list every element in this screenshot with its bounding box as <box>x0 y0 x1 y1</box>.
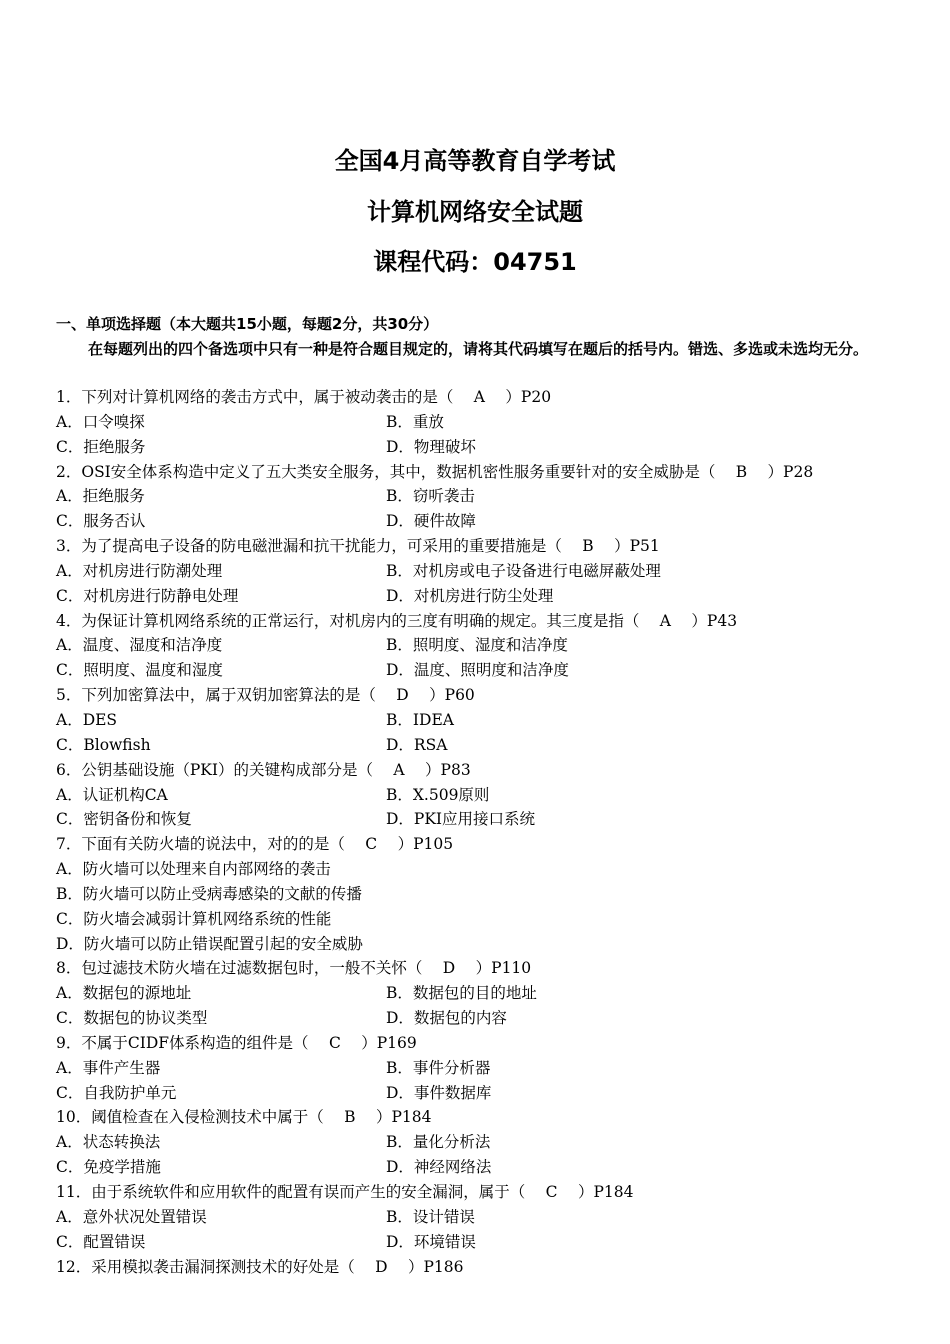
question-text: 11．由于系统软件和应用软件的配置有误而产生的安全漏洞，属于（ C ）P184 <box>56 1183 634 1201</box>
question-stem <box>56 460 916 485</box>
question-text: 4．为保证计算机网络系统的正常运行，对机房内的三度有明确的规定。其三度是指（ A ）P43 <box>56 611 738 630</box>
answer-option: A．认证机构CA <box>56 785 168 804</box>
option-row <box>56 733 916 758</box>
question-text: 5．下列加密算法中，属于双钥加密算法的是（ D ）P60 <box>56 686 475 705</box>
answer-option: C．免疫学措施 <box>56 1158 161 1177</box>
answer-option: B．对机房或电子设备进行电磁屏蔽处理 <box>386 561 661 580</box>
option-row <box>56 1081 916 1106</box>
answer-option: C．照明度、温度和湿度 <box>56 661 223 680</box>
answer-option: C．防火墙会减弱计算机网络系统的性能 <box>56 909 332 928</box>
option-row <box>56 857 916 882</box>
option-row <box>56 484 916 509</box>
answer-option: A．意外状况处置错误 <box>56 1207 207 1226</box>
question-stem <box>56 1180 916 1205</box>
question-stem <box>56 832 916 857</box>
answer-option: A．温度、湿度和洁净度 <box>56 636 223 655</box>
option-row <box>56 708 916 733</box>
answer-option: C．拒绝服务 <box>56 437 146 456</box>
option-row <box>56 907 916 932</box>
option-row <box>56 882 916 907</box>
answer-option: A．事件产生器 <box>56 1058 161 1077</box>
question-stem <box>56 683 916 708</box>
answer-option: B．窃听袭击 <box>386 487 475 506</box>
answer-option: A．数据包的源地址 <box>56 984 192 1003</box>
answer-option: D．硬件故障 <box>386 512 476 531</box>
question-stem <box>56 1255 916 1280</box>
course-code-title: 课程代码：04751 <box>373 248 577 276</box>
answer-option: B．数据包的目的地址 <box>386 984 537 1003</box>
question-stem <box>56 956 916 981</box>
answer-option: A．状态转换法 <box>56 1133 161 1152</box>
answer-option: C．服务否认 <box>56 512 146 531</box>
exam-title: 全国4月高等教育自学考试 <box>334 147 616 175</box>
answer-option: D．环境错误 <box>386 1232 476 1251</box>
question-text: 8．包过滤技术防火墙在过滤数据包时，一般不关怀（ D ）P110 <box>56 959 532 978</box>
answer-option: B．事件分析器 <box>386 1058 491 1077</box>
option-row <box>56 1056 916 1081</box>
answer-option: D．防火墙可以防止错误配置引起的安全威胁 <box>56 934 363 953</box>
option-row <box>56 658 916 683</box>
answer-option: D．物理破坏 <box>386 437 476 456</box>
section-instruction: 在每题列出的四个备选项中只有一种是符合题目规定的，请将其代码填写在题后的括号内。错选、多选或未选均无分。 <box>88 340 869 358</box>
section-heading: 一、单项选择题（本大题共15小题，每题2分，共30分） <box>56 315 439 333</box>
answer-option: B．照明度、湿度和洁净度 <box>386 636 568 655</box>
question-text: 1．下列对计算机网络的袭击方式中，属于被动袭击的是（ A ）P20 <box>56 388 552 406</box>
option-row <box>56 559 916 584</box>
answer-option: A．DES <box>56 710 118 729</box>
question-list <box>56 385 916 1279</box>
answer-option: B．设计错误 <box>386 1207 475 1226</box>
answer-option: D．神经网络法 <box>386 1158 492 1177</box>
question-stem <box>56 758 916 783</box>
answer-option: A．对机房进行防潮处理 <box>56 561 223 580</box>
question-stem <box>56 609 916 634</box>
option-row <box>56 509 916 534</box>
question-text: 10．阈值检查在入侵检测技术中属于（ B ）P184 <box>56 1108 432 1127</box>
answer-option: C．自我防护单元 <box>56 1083 177 1102</box>
question-text: 2．OSI安全体系构造中定义了五大类安全服务，其中，数据机密性服务重要针对的安全威胁是（ B ）P28 <box>56 462 814 481</box>
answer-option: C．对机房进行防静电处理 <box>56 586 239 605</box>
question-text: 9．不属于CIDF体系构造的组件是（ C ）P169 <box>56 1033 417 1052</box>
answer-option: A．拒绝服务 <box>56 487 145 506</box>
option-row <box>56 1230 916 1255</box>
question-stem <box>56 534 916 559</box>
option-row <box>56 807 916 832</box>
answer-option: A．口令嗅探 <box>56 412 145 431</box>
answer-option: D．温度、照明度和洁净度 <box>386 661 569 680</box>
answer-option: D．对机房进行防尘处理 <box>386 586 554 605</box>
question-text: 7．下面有关防火墙的说法中，对的的是（ C ）P105 <box>56 835 454 854</box>
option-row <box>56 633 916 658</box>
answer-option: C．密钥备份和恢复 <box>56 810 192 829</box>
option-row <box>56 783 916 808</box>
answer-option: A．防火墙可以处理来自内部网络的袭击 <box>56 860 331 879</box>
option-row <box>56 410 916 435</box>
question-stem <box>56 1105 916 1130</box>
option-row <box>56 1155 916 1180</box>
answer-option: D．PKI应用接口系统 <box>386 810 536 829</box>
answer-option: D．数据包的内容 <box>386 1009 507 1028</box>
option-row <box>56 435 916 460</box>
question-text: 3．为了提高电子设备的防电磁泄漏和抗干扰能力，可采用的重要措施是（ B ）P51 <box>56 537 660 556</box>
question-stem <box>56 1031 916 1056</box>
answer-option: C．配置错误 <box>56 1232 146 1251</box>
answer-option: D．事件数据库 <box>386 1083 492 1102</box>
answer-option: B．量化分析法 <box>386 1133 491 1152</box>
answer-option: C．Blowfish <box>56 735 151 754</box>
option-row <box>56 1205 916 1230</box>
question-text: 6．公钥基础设施（PKI）的关键构成部分是（ A ）P83 <box>56 760 471 779</box>
exam-subject-title: 计算机网络安全试题 <box>367 198 583 226</box>
answer-option: D．RSA <box>386 735 448 754</box>
option-row <box>56 584 916 609</box>
question-text: 12．采用模拟袭击漏洞探测技术的好处是（ D ）P186 <box>56 1257 464 1276</box>
answer-option: B．重放 <box>386 412 444 431</box>
question-stem <box>56 385 916 410</box>
answer-option: B．X.509原则 <box>386 785 490 804</box>
answer-option: B．防火墙可以防止受病毒感染的文献的传播 <box>56 884 362 903</box>
answer-option: B．IDEA <box>386 710 454 729</box>
answer-option: C．数据包的协议类型 <box>56 1009 208 1028</box>
option-row <box>56 1130 916 1155</box>
option-row <box>56 1006 916 1031</box>
option-row <box>56 932 916 957</box>
option-row <box>56 981 916 1006</box>
